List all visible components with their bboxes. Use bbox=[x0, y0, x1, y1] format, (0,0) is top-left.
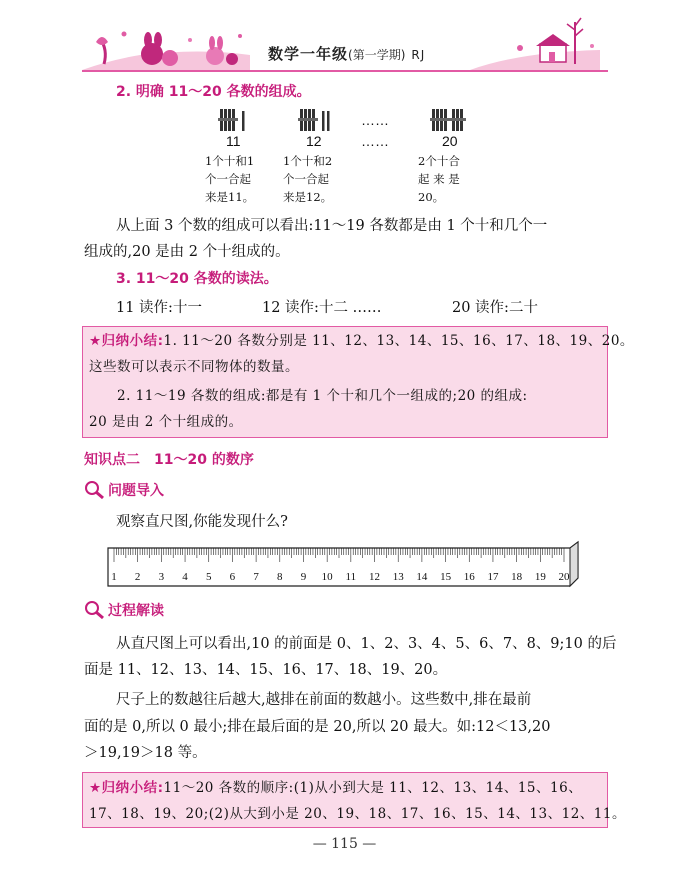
item-caption-line: 来是12。 bbox=[283, 190, 333, 204]
header-decoration bbox=[0, 0, 689, 80]
section2-paragraph: 组成的,20 是由 2 个十组成的。 bbox=[84, 244, 290, 260]
summary-line: 2. 11～19 各数的组成:都是有 1 个十和几个一组成的;20 的组成: bbox=[117, 388, 528, 404]
item-number: 20 bbox=[442, 133, 458, 149]
ruler-label: 20 bbox=[558, 571, 570, 583]
section2-paragraph: 从上面 3 个数的组成可以看出:11～19 各数都是由 1 个十和几个一 bbox=[116, 218, 548, 234]
bundle-11-icon bbox=[218, 109, 245, 131]
ruler-label: 15 bbox=[440, 571, 452, 583]
item-caption-line: 个一合起 bbox=[205, 172, 251, 186]
process-paragraph: 面是 11、12、13、14、15、16、17、18、19、20。 bbox=[84, 662, 448, 678]
summary-line: 这些数可以表示不同物体的数量。 bbox=[89, 359, 299, 375]
header-rule bbox=[82, 70, 608, 72]
summary-box-2 bbox=[82, 772, 626, 828]
ruler-label: 3 bbox=[158, 571, 165, 583]
ellipsis-top: …… bbox=[361, 112, 389, 128]
ruler-label: 14 bbox=[416, 571, 428, 583]
question-text: 观察直尺图,你能发现什么? bbox=[116, 514, 288, 530]
ruler-illustration bbox=[106, 540, 582, 590]
item-number: 12 bbox=[306, 133, 322, 149]
item-caption-line: 1个十和2 bbox=[283, 154, 333, 168]
ruler-label: 11 bbox=[345, 571, 357, 583]
ruler-label: 1 bbox=[111, 571, 117, 583]
summary-line: 20 是由 2 个十组成的。 bbox=[89, 414, 243, 430]
item-caption-line: 个一合起 bbox=[283, 172, 329, 186]
reading-11: 11 读作:十一 bbox=[116, 300, 202, 316]
item-caption-line: 1个十和1 bbox=[205, 154, 255, 168]
summary-box-1 bbox=[82, 326, 634, 438]
ruler-label: 8 bbox=[277, 571, 283, 583]
item-caption-line: 2个十合 bbox=[418, 154, 460, 168]
item-number: 11 bbox=[226, 133, 241, 149]
ruler-label: 17 bbox=[487, 571, 499, 583]
ruler-label: 16 bbox=[463, 571, 475, 583]
page-number: — 115 — bbox=[312, 836, 377, 852]
item-caption-line: 来是11。 bbox=[205, 190, 255, 204]
summary-line: ★归纳小结:1. 11～20 各数分别是 11、12、13、14、15、16、17、18、19、20。 bbox=[89, 333, 634, 349]
process-paragraph: 面的是 0,所以 0 最小;排在最后面的是 20,所以 20 最大。如:12＜13,20 bbox=[84, 719, 551, 735]
header-title: 数学一年级(第一学期) RJ bbox=[268, 45, 426, 63]
item-caption-line: 起 来 是 bbox=[418, 172, 460, 186]
ruler-label: 9 bbox=[300, 571, 307, 583]
ruler-label: 12 bbox=[369, 571, 381, 583]
process-paragraph: 尺子上的数越往后越大,越排在前面的数越小。这些数中,排在最前 bbox=[116, 692, 532, 708]
ruler-label: 10 bbox=[321, 571, 333, 583]
knowledge-point-title: 知识点二 11～20 的数序 bbox=[84, 452, 254, 468]
bundle-20-icon bbox=[430, 109, 466, 131]
item-caption-line: 20。 bbox=[418, 190, 445, 204]
bundle-illustrations bbox=[210, 106, 510, 136]
ruler-label: 19 bbox=[534, 571, 546, 583]
page-header bbox=[0, 0, 689, 80]
ellipsis-bottom: …… bbox=[361, 133, 389, 149]
magnifier-icon bbox=[84, 480, 106, 500]
question-intro-title: 问题导入 bbox=[84, 480, 164, 500]
summary-line: 17、18、19、20;(2)从大到小是 20、19、18、17、16、15、14、13、12、11。 bbox=[89, 806, 626, 822]
ruler-label: 13 bbox=[392, 571, 404, 583]
bundle-12-icon bbox=[298, 109, 330, 131]
process-paragraph: 从直尺图上可以看出,10 的前面是 0、1、2、3、4、5、6、7、8、9;10 的后 bbox=[116, 636, 617, 652]
process-paragraph: ＞19,19＞18 等。 bbox=[84, 745, 207, 761]
reading-12: 12 读作:十二 …… bbox=[262, 300, 382, 316]
ruler-label: 4 bbox=[182, 571, 188, 583]
ruler-label: 18 bbox=[511, 571, 523, 583]
summary-line: ★归纳小结:11～20 各数的顺序:(1)从小到大是 11、12、13、14、15、16、 bbox=[89, 780, 583, 796]
section2-heading: 2. 明确 11～20 各数的组成。 bbox=[116, 84, 311, 100]
ruler-label: 6 bbox=[229, 571, 236, 583]
ruler-label: 2 bbox=[134, 571, 141, 583]
magnifier-icon bbox=[84, 600, 106, 620]
ruler-label: 7 bbox=[253, 571, 259, 583]
reading-20: 20 读作:二十 bbox=[452, 300, 538, 316]
ruler-label: 5 bbox=[205, 571, 212, 583]
section3-heading: 3. 11～20 各数的读法。 bbox=[116, 271, 278, 287]
process-title: 过程解读 bbox=[84, 600, 164, 620]
